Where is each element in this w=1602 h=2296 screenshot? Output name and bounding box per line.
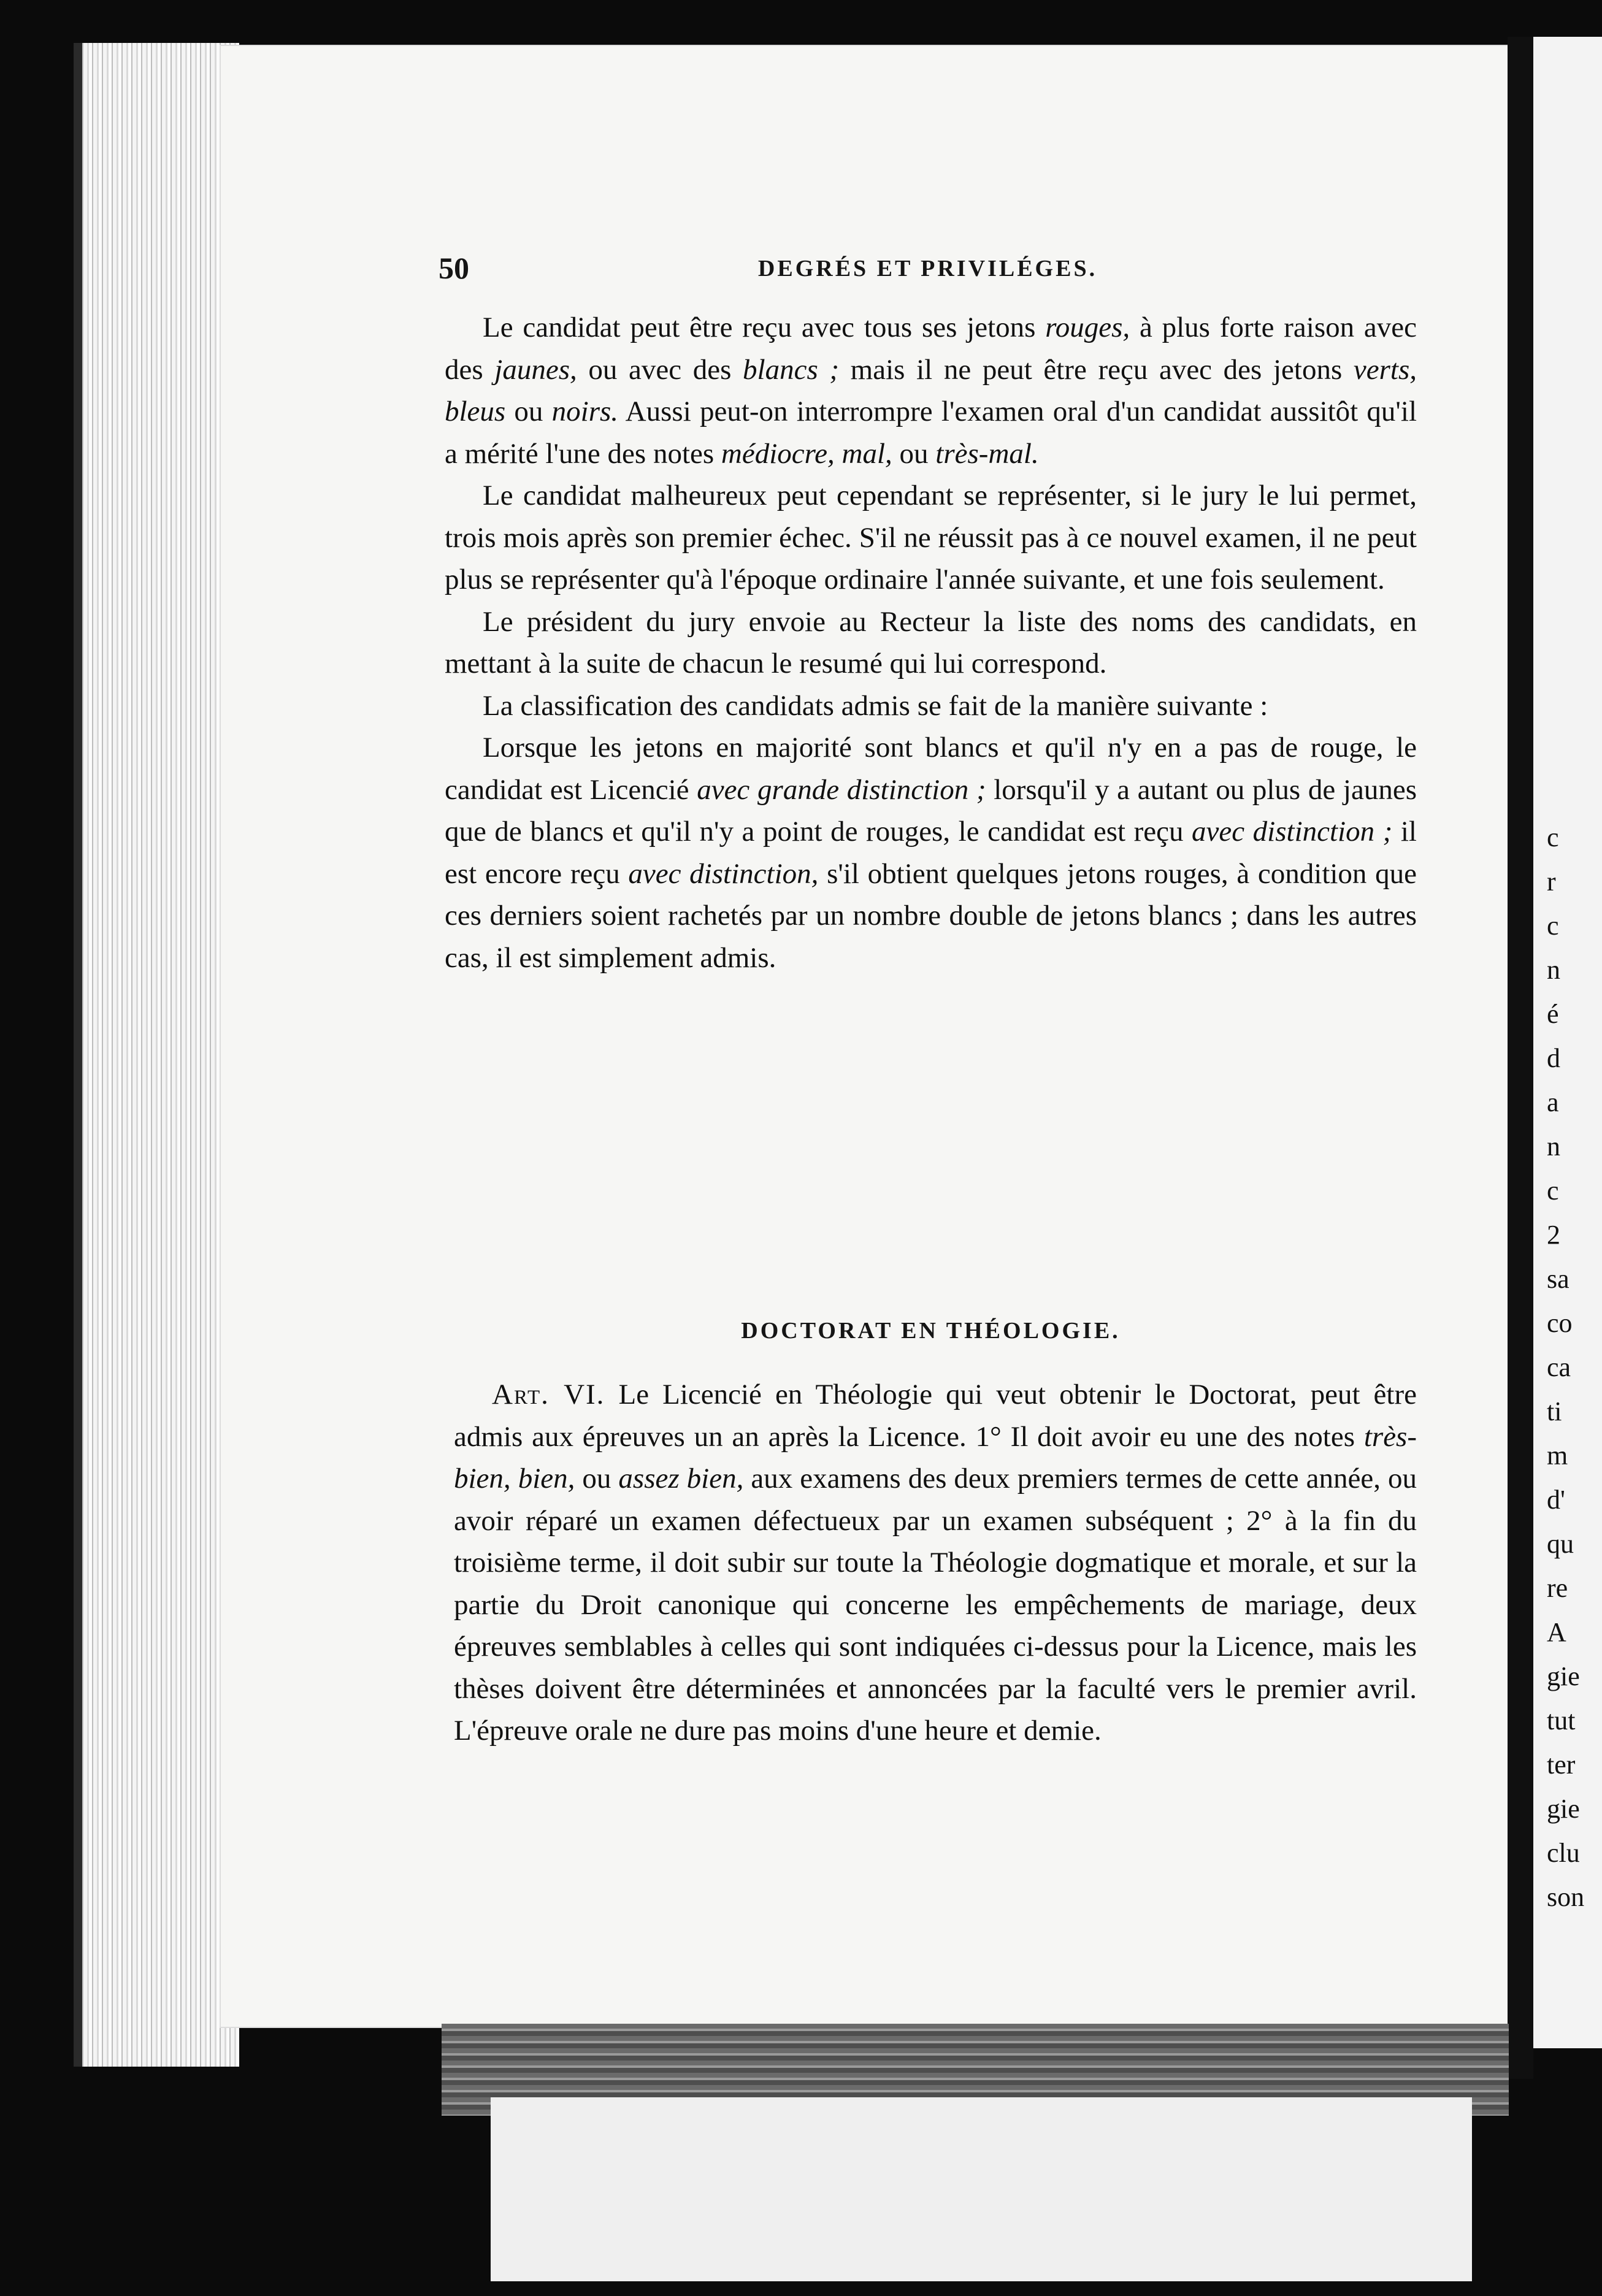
text-run: Le candidat malheureux peut cependant se représenter, si le jury le lui permet, trois mois après son premier échec. S'il ne réussit pas à ce nouvel examen, il ne peut plus se représenter qu'à l'époque ordinaire l'année suivante, et une fois seulement.	[445, 480, 1417, 595]
text-run: La classification des candidats admis se fait de la manière suivante :	[483, 689, 1268, 722]
text-run: Aussi peut-on interrompre l'examen oral d'un candidat aussitôt qu'il a mérité l'une des notes	[445, 396, 1417, 470]
italic-run: avec grande distinction ;	[697, 773, 986, 806]
text-run: ou	[575, 1463, 619, 1494]
paragraph	[445, 475, 1417, 601]
text-run: à plus forte raison avec des	[445, 312, 1417, 386]
italic-run: très-mal.	[935, 437, 1039, 470]
italic-run: médiocre, mal,	[721, 437, 892, 470]
paragraph	[445, 685, 1417, 727]
paragraph	[445, 307, 1417, 475]
text-run: Le candidat peut être reçu avec tous ses jetons	[483, 312, 1046, 343]
scan-background-card	[491, 2097, 1472, 2281]
italic-run: très-bien, bien,	[454, 1420, 1417, 1494]
facing-page-fragments: c r c n é d a n c 2 sa co ca ti m d' qu re A gie tut ter gie clu son	[1547, 822, 1585, 1912]
paragraph	[445, 727, 1417, 979]
running-head	[439, 250, 1417, 287]
italic-run: verts, bleus	[445, 353, 1417, 427]
text-run: ou	[892, 437, 936, 470]
page-number: 50	[439, 251, 469, 285]
text-run: Le président du jury envoie au Recteur la liste des noms des candidats, en mettant à la suite de chacun le resumé qui lui correspond.	[445, 605, 1417, 679]
text-run: Lorsque les jetons en majorité sont blancs et qu'il n'y en a pas de rouge, le candidat est Licencié	[445, 732, 1417, 806]
book-gutter	[1508, 37, 1533, 2079]
page-stack-edges	[74, 43, 239, 2067]
running-title: DEGRÉS ET PRIVILÉGES.	[757, 256, 1098, 281]
article-label: Art. VI.	[492, 1379, 605, 1410]
text-run: ou avec des	[577, 353, 743, 386]
italic-run: blancs ;	[743, 353, 840, 386]
text-run: s'il obtient quelques jetons rouges, à condition que ces derniers soient rachetés par un nombre double de jetons blancs ; dans les autres cas, il est simplement admis.	[445, 857, 1417, 974]
italic-run: avec distinction ;	[1192, 816, 1393, 848]
text-run: mais il ne peut être reçu avec des jetons	[839, 353, 1354, 386]
text-run: ou	[505, 396, 552, 427]
italic-run: jaunes,	[494, 353, 577, 386]
article-body	[454, 1379, 1417, 1747]
text-run: aux examens des deux premiers termes de cette année, ou avoir réparé un examen défectueux par un examen subséquent ; 2° à la fin du troisième terme, il doit subir sur toute la Théologie dogmatique et morale, et sur la partie du Droit canonique qui concerne les empêchements de mariage, deux épreuves semblables à celles qui sont indiquées ci-dessus pour la Licence, mais les thèses doivent être déterminées et annoncées par la faculté vers le premier avril. L'épreuve orale ne dure pas moins d'une heure et demie.	[454, 1463, 1417, 1747]
body-text	[445, 307, 1417, 979]
article-paragraph	[454, 1374, 1417, 1752]
article-text	[454, 1374, 1417, 1752]
text-run: Le Licencié en Théologie qui veut obtenir le Doctorat, peut être admis aux épreuves un an après la Licence. 1° Il doit avoir eu une des notes	[454, 1379, 1417, 1453]
italic-run: assez bien,	[618, 1463, 744, 1494]
italic-run: noirs.	[551, 396, 619, 427]
paragraph	[445, 601, 1417, 685]
text-run: lorsqu'il y a autant ou plus de jaunes que de blancs et qu'il n'y a point de rouges, le candidat est reçu	[445, 773, 1417, 848]
italic-run: avec distinction,	[628, 857, 819, 890]
section-heading: DOCTORAT EN THÉOLOGIE.	[741, 1318, 1121, 1344]
text-run: il est encore reçu	[445, 816, 1417, 890]
book-binding-shadow	[74, 43, 82, 2067]
italic-run: rouges,	[1045, 312, 1130, 343]
